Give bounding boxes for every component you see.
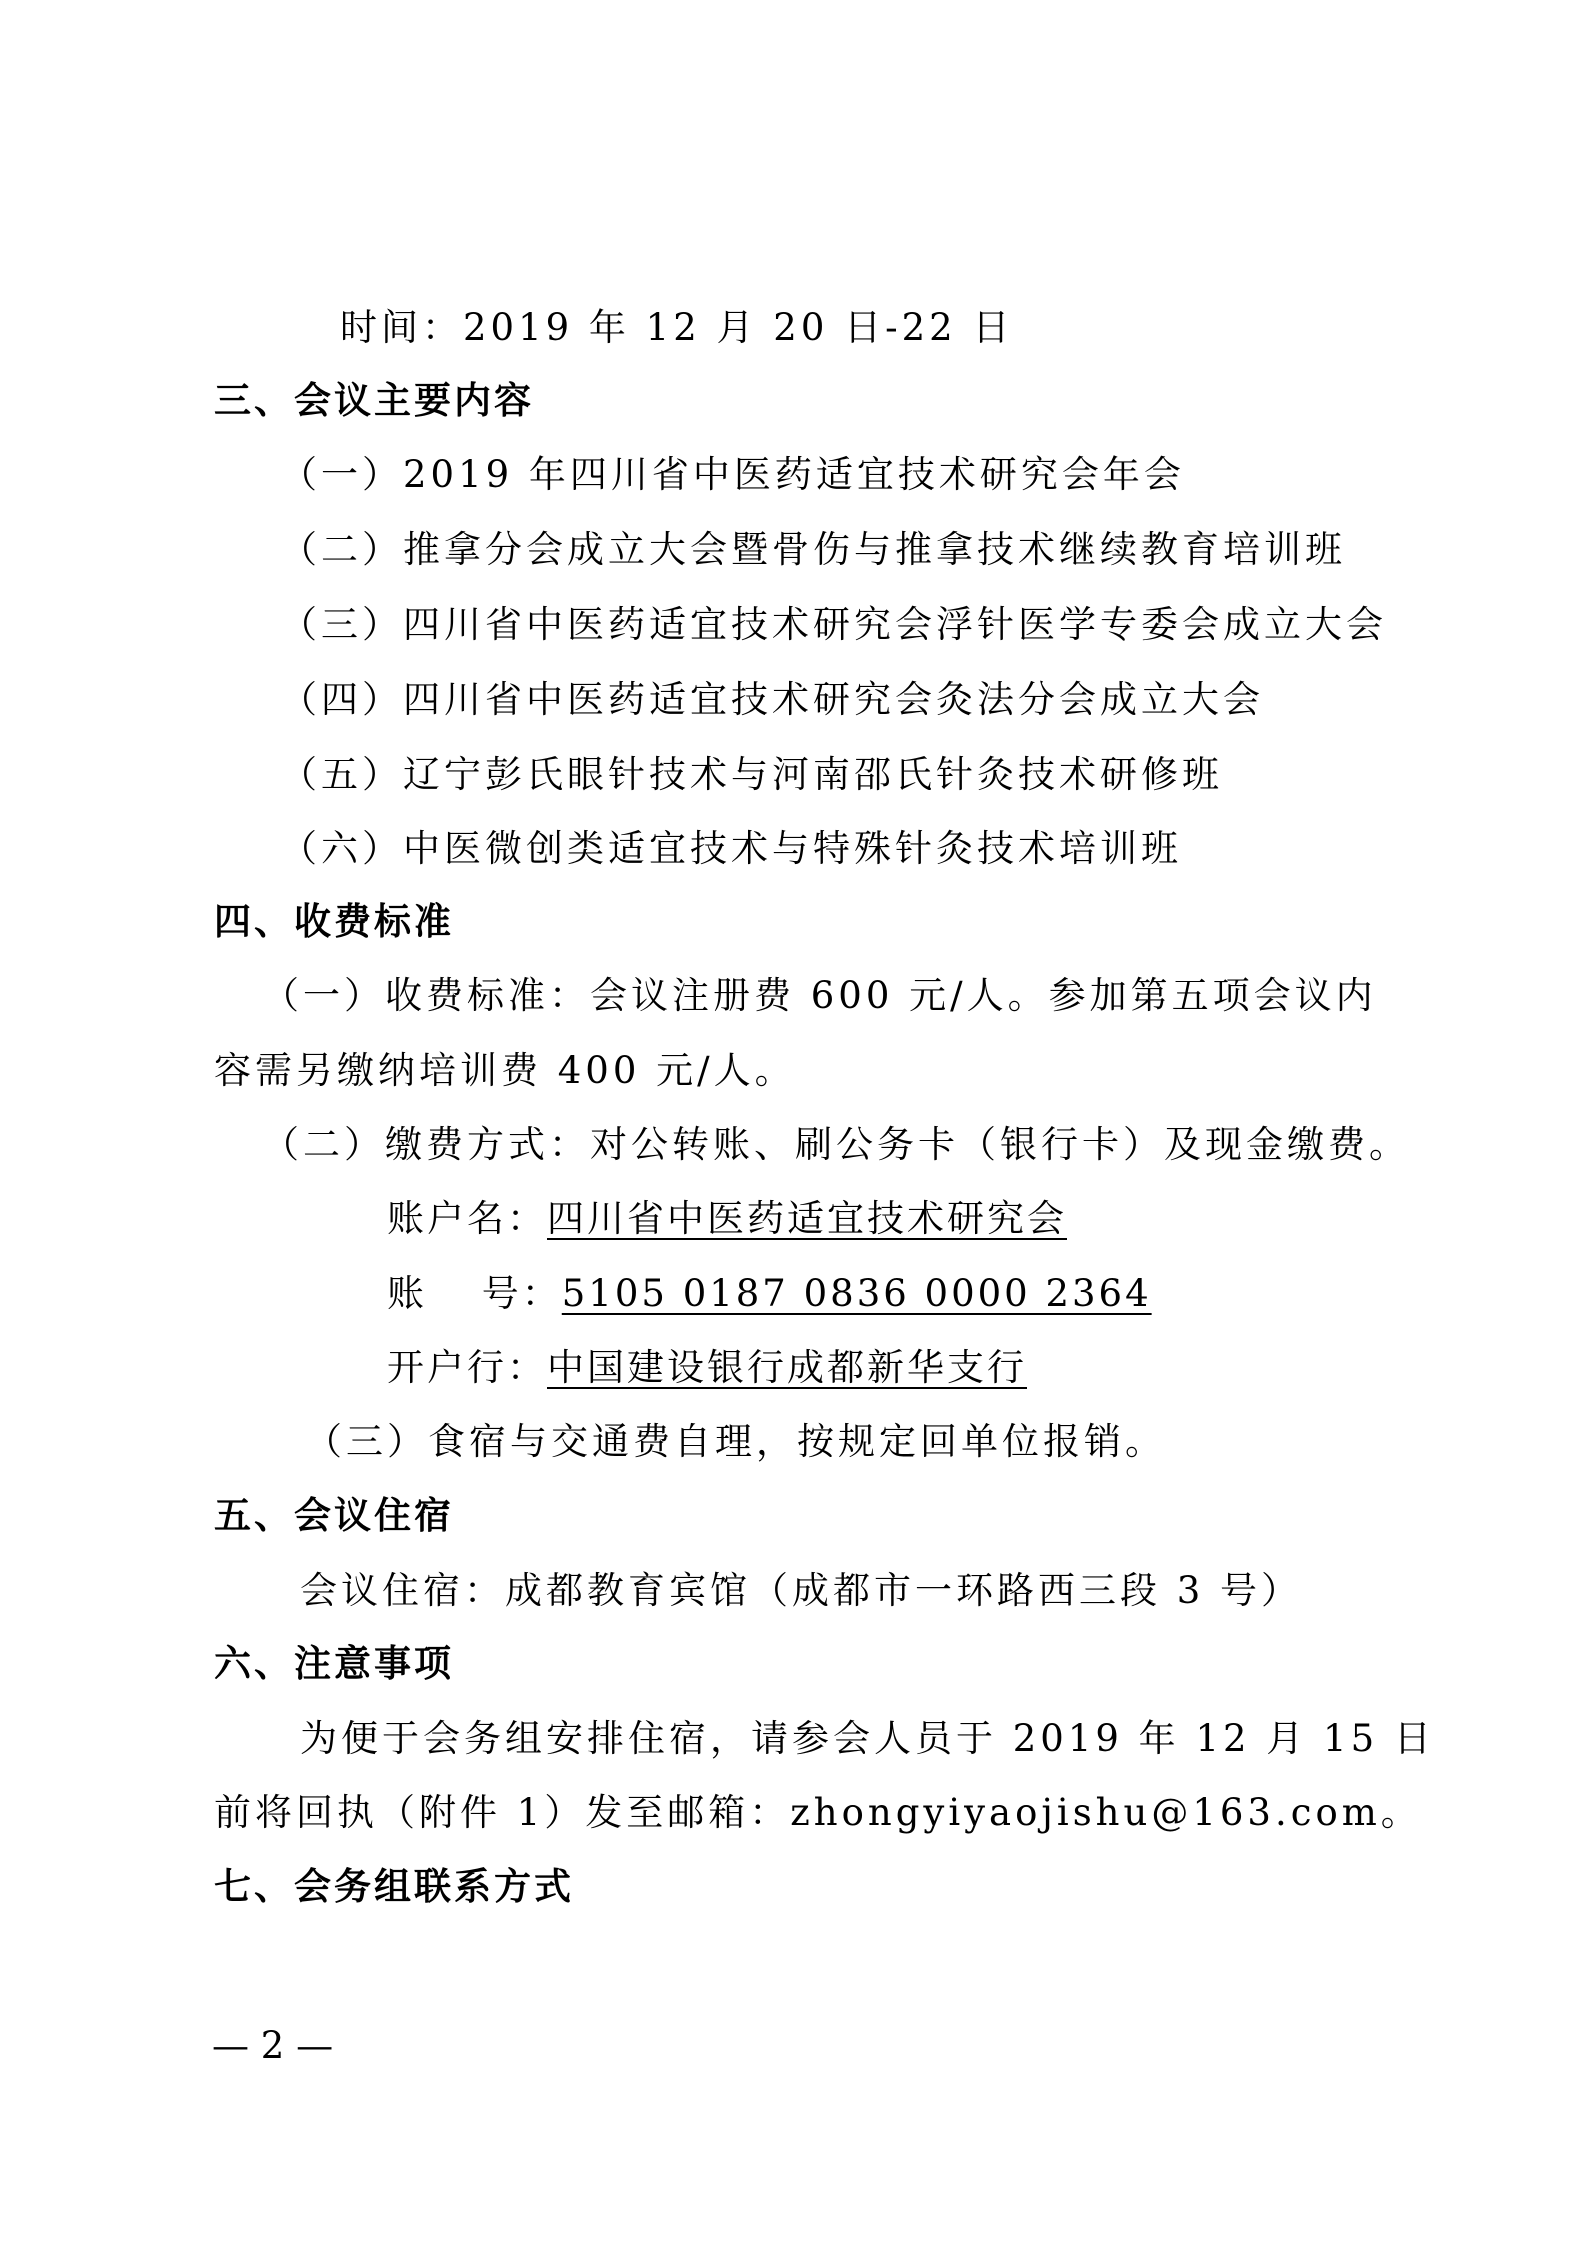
section-5-heading: 五、会议住宿 bbox=[214, 1494, 454, 1537]
section-7-heading: 七、会务组联系方式 bbox=[214, 1865, 574, 1908]
bank-row bbox=[387, 1342, 1027, 1394]
fee-standard-line-2: 容需另缴纳培训费 400 元/人。 bbox=[214, 1049, 796, 1092]
notice-line-1: 为便于会务组安排住宿，请参会人员于 2019 年 12 月 15 日 bbox=[300, 1717, 1435, 1760]
account-number-row bbox=[387, 1268, 1152, 1320]
fee-standard-line-1: （一）收费标准：会议注册费 600 元/人。参加第五项会议内 bbox=[262, 974, 1377, 1017]
notice-line-2: 前将回执（附件 1）发至邮箱：zhongyiyaojishu@163.com。 bbox=[214, 1791, 1422, 1834]
bank-label: 开户行： bbox=[387, 1346, 547, 1389]
account-name-row bbox=[387, 1193, 1067, 1245]
accommodation-text: 会议住宿：成都教育宾馆（成都市一环路西三段 3 号） bbox=[300, 1569, 1303, 1612]
food-lodging-note: （三）食宿与交通费自理，按规定回单位报销。 bbox=[305, 1420, 1166, 1463]
section-6-heading: 六、注意事项 bbox=[214, 1642, 454, 1685]
section-3-heading: 三、会议主要内容 bbox=[214, 379, 534, 422]
agenda-item-6: （六）中医微创类适宜技术与特殊针灸技术培训班 bbox=[280, 827, 1182, 870]
account-name-label: 账户名： bbox=[387, 1197, 547, 1240]
agenda-item-1: （一）2019 年四川省中医药适宜技术研究会年会 bbox=[280, 453, 1185, 496]
page-number: — 2 — bbox=[212, 2024, 334, 2067]
account-name-value: 四川省中医药适宜技术研究会 bbox=[547, 1197, 1067, 1240]
bank-value: 中国建设银行成都新华支行 bbox=[547, 1346, 1027, 1389]
account-number-label: 账 号： bbox=[387, 1272, 562, 1315]
agenda-item-5: （五）辽宁彭氏眼针技术与河南邵氏针灸技术研修班 bbox=[280, 753, 1223, 796]
section-4-heading: 四、收费标准 bbox=[214, 900, 454, 943]
meeting-time: 时间：2019 年 12 月 20 日-22 日 bbox=[340, 306, 1014, 349]
account-number-value: 5105 0187 0836 0000 2364 bbox=[561, 1272, 1152, 1315]
payment-method: （二）缴费方式：对公转账、刷公务卡（银行卡）及现金缴费。 bbox=[262, 1123, 1410, 1166]
agenda-item-3: （三）四川省中医药适宜技术研究会浮针医学专委会成立大会 bbox=[280, 603, 1387, 646]
agenda-item-2: （二）推拿分会成立大会暨骨伤与推拿技术继续教育培训班 bbox=[280, 528, 1346, 571]
agenda-item-4: （四）四川省中医药适宜技术研究会灸法分会成立大会 bbox=[280, 678, 1264, 721]
